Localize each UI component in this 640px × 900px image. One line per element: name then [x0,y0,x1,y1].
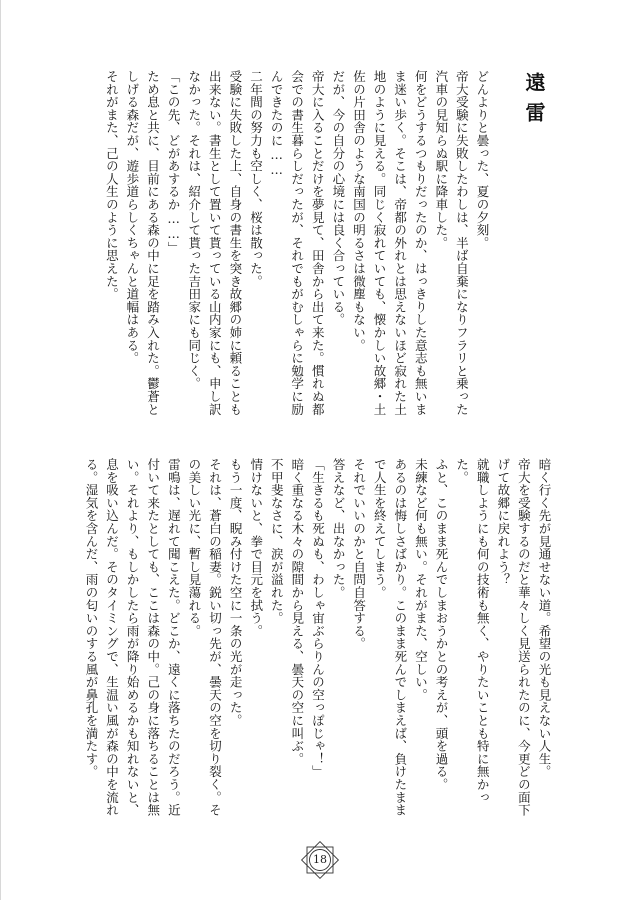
page-number-ornament [298,838,342,882]
document-title: 遠雷 [522,72,546,132]
body-text-lower: 暗く行く先が見通せない道。希望の光も見えない人生。 帝大を受験するのだと華々しく見送られたのに、今更どの面下げて故郷に戻れよう？ 就職しようにも何の技術も無く、やりたいことも特に無かった。 ふと、このまま死んでしまおうかとの考えが、頭を過る。 未練など何も無い。それがまた、空しい。 あるのは悔しさばかり。このまま死んでしまえば、負けたままで人生を終えてしまう。 それでいいのかと自問自答する。 答えなど、出なかった。 「生きるも死ぬも、わしゃ宙ぶらりんの空っぽじゃ！」 暗く重なる木々の隙間から見える、曇天の空に叫ぶ。 不甲斐なさに、涙が溢れた。 情けないと、拳で目元を拭う。 もう一度、睨み付けた空に一条の光が走った。 それは、蒼白の稲妻。鋭い切っ先が、曇天の空を切り裂く。その美しい光に、暫し見蕩れる。 雷鳴は、遅れて聞こえた。どこか、遠くに落ちたのだろう。近付いて来たとしても、ここは森の中。己の身に落ちることは無い。それより、もしかしたら雨が降り始めるかも知れないと、息を吸い込んだ。そのタイミングで、生温い風が森の中を流れる。湿気を含んだ、雨の匂いのする風が鼻孔を満たす。 [83,458,552,817]
body-text-upper: どんよりと曇った、夏の夕刻。 帝大受験に失敗したわしは、半ば自棄になりフラリと乗った汽車の見知らぬ駅に降車した。 何をどうするつもりだったのか、はっきりした意志も無いまま迷い歩く。そこは、帝都の外れとは思えないほど寂れた土地のように見える。同じく寂れていても、懐かしい故郷・土佐の片田舎のような南国の明るさは微塵もない。 だが、今の自分の心境には良く合っている。 帝大に入ることだけを夢見て、田舎から出て来た。慣れぬ都会での書生暮らしだったが、それでもがむしゃらに勉学に励んできたのに…… 二年間の努力も空しく、桜は散った。 受験に失敗した上、自身の書生を突き故郷の姉に頼ることも出来ない。書生として置いて貰っている山内家にも、申し訳なかった。それは、紹介して貰った吉田家にも同じく。 「この先、どがあするか……」 ため息と共に、目前にある森の中に足を踏み入れた。鬱蒼としげる森だが、遊歩道らしくちゃんと道幅はある。 それがまた、己の人生のように思えた。 [104,70,490,416]
page-number: 18 [313,853,327,866]
